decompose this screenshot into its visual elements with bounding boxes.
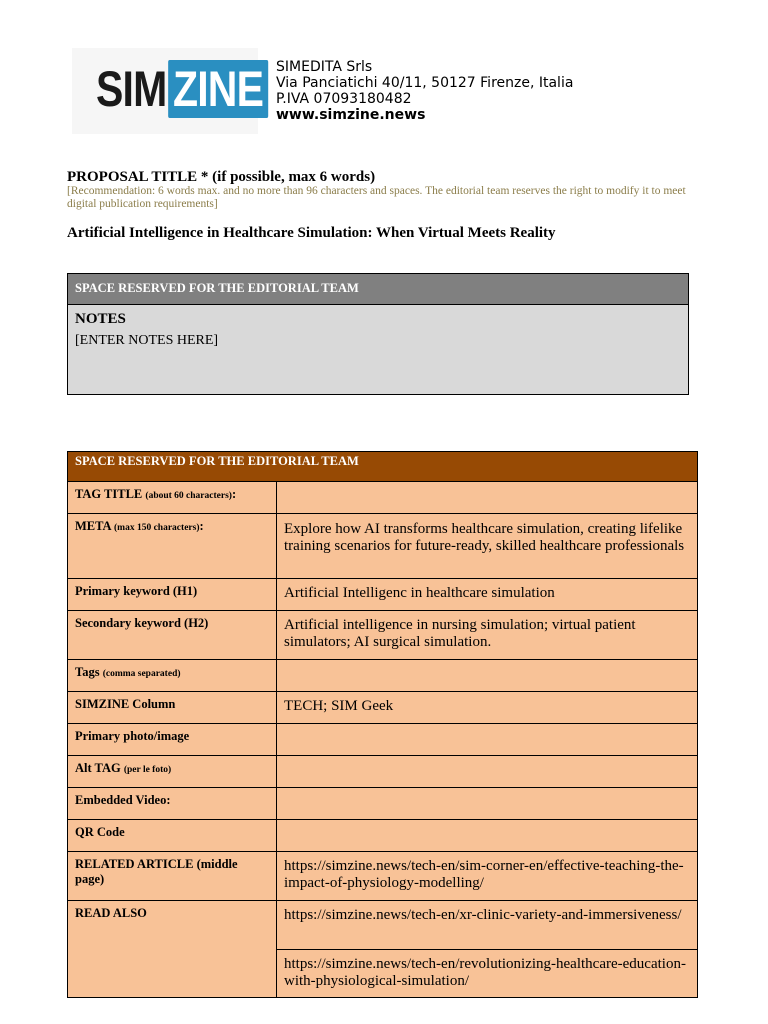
table-row-related-article: [68, 852, 698, 901]
read-also-link[interactable]: https://simzine.news/tech-en/revolutionizing-healthcare-education-with-physiological-simulation/: [277, 950, 698, 998]
row-value[interactable]: [277, 820, 698, 852]
proposal-title-label: PROPOSAL TITLE * (if possible, max 6 words): [67, 169, 376, 185]
row-value[interactable]: [277, 756, 698, 788]
table-row-read-also: [68, 901, 698, 950]
logo-sim: SIM: [96, 61, 167, 117]
row-value[interactable]: TECH; SIM Geek: [277, 692, 698, 724]
row-label: META (max 150 characters):: [68, 514, 277, 579]
simzine-logo: [72, 48, 264, 134]
company-vat: P.IVA 07093180482: [276, 91, 412, 107]
row-value[interactable]: Explore how AI transforms healthcare simulation, creating lifelike training scenarios for future-ready, skilled healthcare professionals: [277, 514, 698, 579]
article-title: Artificial Intelligence in Healthcare Simulation: When Virtual Meets Reality: [67, 225, 556, 241]
row-label: Secondary keyword (H2): [68, 611, 277, 660]
row-value[interactable]: Artificial intelligence in nursing simulation; virtual patient simulators; AI surgical simulation.: [277, 611, 698, 660]
related-article-link[interactable]: https://simzine.news/tech-en/sim-corner-en/effective-teaching-the-impact-of-physiology-modelling/: [277, 852, 698, 901]
company-name: SIMEDITA Srls: [276, 59, 373, 75]
company-website-link[interactable]: www.simzine.news: [276, 107, 426, 123]
table-row-primary-keyword: [68, 579, 698, 611]
row-value[interactable]: [277, 724, 698, 756]
notes-label: NOTES: [75, 311, 126, 327]
table-header-row: [68, 452, 698, 482]
table-row-tag-title: [68, 482, 698, 514]
row-label: Primary photo/image: [68, 724, 277, 756]
table-row-meta: [68, 514, 698, 579]
notes-body[interactable]: [ENTER NOTES HERE]: [75, 333, 219, 348]
read-also-link[interactable]: https://simzine.news/tech-en/xr-clinic-variety-and-immersiveness/: [277, 901, 698, 950]
row-label: RELATED ARTICLE (middle page): [68, 852, 277, 901]
table-row-column: [68, 692, 698, 724]
row-label: QR Code: [68, 820, 277, 852]
seo-metadata-table: [67, 451, 698, 998]
notes-header: SPACE RESERVED FOR THE EDITORIAL TEAM: [68, 274, 688, 305]
table-row-tags: [68, 660, 698, 692]
row-label: Primary keyword (H1): [68, 579, 277, 611]
row-value[interactable]: [277, 660, 698, 692]
editorial-notes-box: [67, 273, 689, 395]
table-row-qr-code: [68, 820, 698, 852]
table-row-embedded-video: [68, 788, 698, 820]
table-row-alt-tag: [68, 756, 698, 788]
row-value[interactable]: [277, 788, 698, 820]
row-label: TAG TITLE (about 60 characters):: [68, 482, 277, 514]
row-value[interactable]: Artificial Intelligenc in healthcare simulation: [277, 579, 698, 611]
table-header: SPACE RESERVED FOR THE EDITORIAL TEAM: [68, 452, 698, 482]
row-value[interactable]: [277, 482, 698, 514]
row-label: Tags (comma separated): [68, 660, 277, 692]
row-label: Embedded Video:: [68, 788, 277, 820]
recommendation-note: [Recommendation: 6 words max. and no more than 96 characters and spaces. The editorial team reserves the right to modify it to meet digital publication requirements]: [67, 185, 686, 210]
logo-zine: ZINE: [168, 60, 268, 118]
row-label: SIMZINE Column: [68, 692, 277, 724]
row-label: Alt TAG (per le foto): [68, 756, 277, 788]
table-row-secondary-keyword: [68, 611, 698, 660]
company-address: Via Panciatichi 40/11, 50127 Firenze, Italia: [276, 75, 574, 91]
company-info: [276, 59, 573, 123]
logo-wordmark: [96, 60, 268, 118]
row-label: READ ALSO: [68, 901, 277, 998]
table-row-primary-photo: [68, 724, 698, 756]
